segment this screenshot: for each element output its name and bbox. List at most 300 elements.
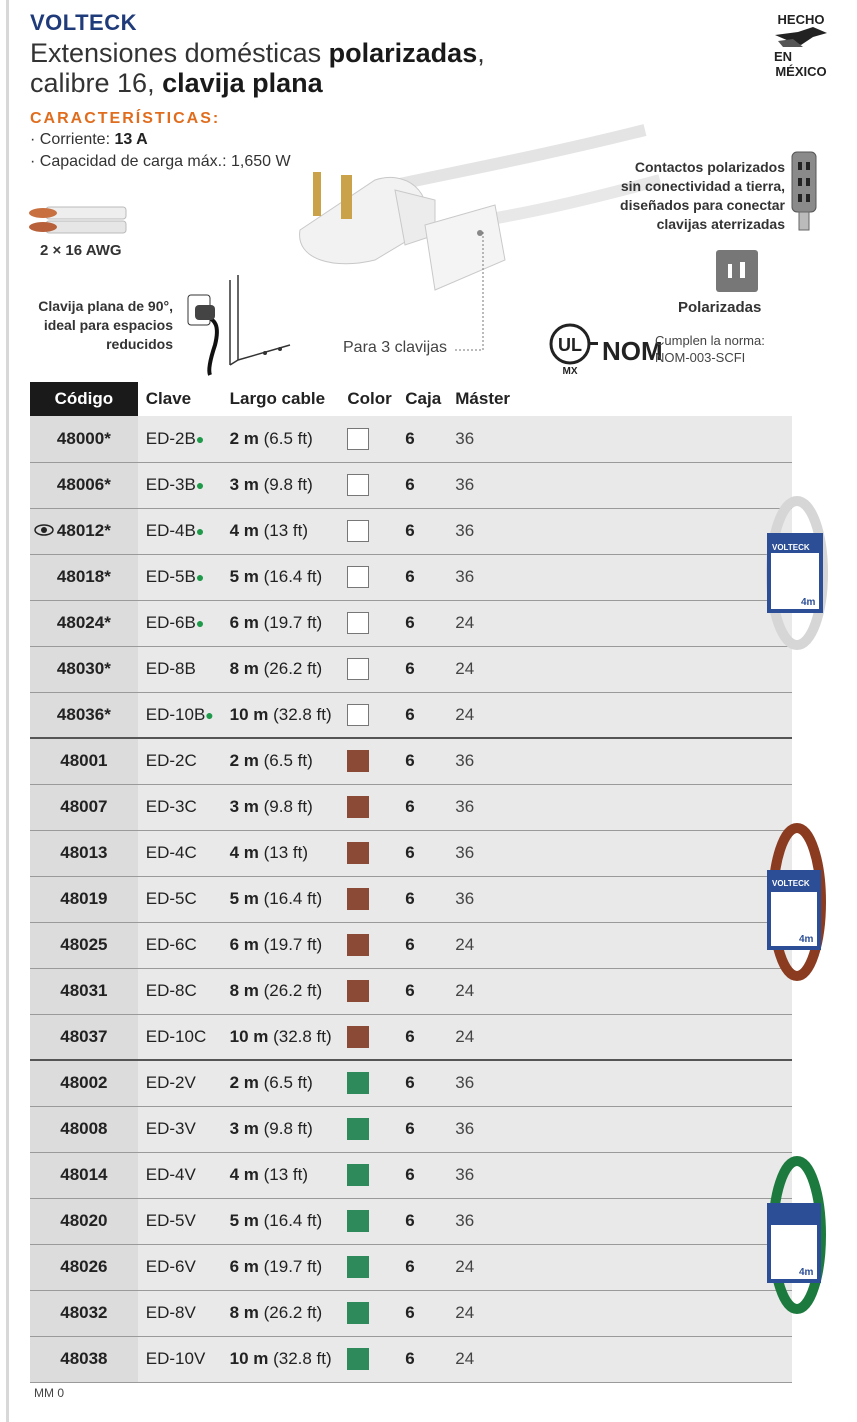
cell-largo (222, 1152, 340, 1198)
cell-largo (222, 830, 340, 876)
color-swatch (347, 428, 369, 450)
code-text: 48006 (56, 475, 105, 494)
cell-largo (222, 1290, 340, 1336)
clavija-plana-note: Clavija plana de 90°, ideal para espacios reducidos (38, 298, 173, 352)
cell-master: 24 (447, 968, 515, 1014)
clave-text: ED-8V (145, 1303, 196, 1322)
length-m: 5 m (229, 567, 259, 586)
cell-master: 36 (447, 1106, 515, 1152)
product-table (30, 382, 792, 1383)
cell-caja: 6 (397, 600, 447, 646)
length-ft: (16.4 ft) (258, 567, 323, 586)
cell-caja: 6 (397, 968, 447, 1014)
cell-largo (222, 508, 340, 554)
cell-clave (138, 1290, 222, 1336)
clave-text: ED-10B (145, 704, 206, 724)
cell-master: 36 (447, 876, 515, 922)
wire-icon (28, 204, 128, 236)
color-swatch (347, 520, 369, 542)
cell-spacer (515, 1198, 792, 1244)
header-caja: Caja (405, 389, 442, 408)
length-ft: (32.8 ft) (268, 1026, 332, 1046)
length-m: 3 m (229, 797, 259, 816)
cell-caja: 6 (397, 876, 447, 922)
header-codigo: Código (30, 382, 138, 416)
cell-color (339, 508, 397, 554)
code-text: 48031 (60, 981, 108, 1000)
cell-caja: 6 (397, 922, 447, 968)
footer-code: MM 0 (34, 1386, 64, 1400)
cell-spacer (515, 600, 792, 646)
length-ft: (32.8 ft) (268, 704, 332, 724)
table-row (30, 1060, 792, 1106)
color-swatch (347, 934, 369, 956)
color-swatch (347, 658, 369, 680)
cell-clave (138, 416, 222, 462)
cell-clave (138, 646, 222, 692)
code-text: 48030 (56, 659, 105, 678)
cell-codigo (30, 646, 138, 692)
length-m: 2 m (229, 1073, 259, 1093)
cell-codigo (30, 830, 138, 876)
cell-codigo (30, 876, 138, 922)
cell-largo (222, 1014, 340, 1060)
brand-logo: VOLTECK (30, 10, 137, 35)
clave-text: ED-2B (145, 428, 196, 448)
table-row (30, 1244, 792, 1290)
cell-clave (138, 1336, 222, 1382)
cell-largo (222, 554, 340, 600)
cell-caja: 6 (397, 1244, 447, 1290)
cell-color (339, 968, 397, 1014)
contactos-note: Contactos polarizados sin conectividad a tierra, diseñados para conectar clavijas aterrizadas (620, 159, 785, 232)
code-text: 48000 (56, 428, 105, 448)
star-mark: * (104, 475, 111, 494)
clave-text: ED-3C (145, 797, 197, 816)
cell-caja: 6 (397, 1014, 447, 1060)
cell-color (339, 646, 397, 692)
green-cord-package-icon (765, 1155, 825, 1315)
table-row (30, 784, 792, 830)
length-m: 2 m (229, 428, 259, 448)
clave-text: ED-8C (145, 981, 197, 1000)
cell-clave (138, 600, 222, 646)
table-row (30, 692, 792, 738)
length-ft: (16.4 ft) (258, 1211, 323, 1230)
cell-largo (222, 738, 340, 784)
length-ft: (32.8 ft) (268, 1349, 332, 1368)
length-ft: (9.8 ft) (258, 475, 313, 494)
length-ft: (26.2 ft) (258, 981, 323, 1000)
color-swatch (347, 1026, 369, 1048)
cell-color (339, 922, 397, 968)
para3-leader-line (452, 228, 492, 353)
color-swatch (347, 1072, 369, 1094)
cell-master: 24 (447, 646, 515, 692)
svg-text:4m: 4m (801, 597, 816, 608)
cell-codigo (30, 1152, 138, 1198)
cell-spacer (515, 1060, 792, 1106)
cell-spacer (515, 876, 792, 922)
code-text: 48019 (60, 889, 108, 908)
length-m: 10 m (229, 1349, 269, 1368)
cell-color (339, 1106, 397, 1152)
page-title-line2: calibre 16, clavija plana (30, 68, 323, 98)
cell-color (339, 876, 397, 922)
cell-master: 36 (447, 554, 515, 600)
svg-text:NOM: NOM (602, 336, 663, 366)
table-row (30, 1014, 792, 1060)
cell-color (339, 1060, 397, 1106)
cell-largo (222, 416, 340, 462)
clave-text: ED-6C (145, 935, 197, 954)
header-largo-cable: Largo cable (229, 389, 326, 408)
spec-current: · Corriente: 13 A (30, 131, 148, 148)
cell-largo (222, 462, 340, 508)
brown-cord-package-icon (765, 822, 825, 982)
color-swatch (347, 474, 369, 496)
color-swatch (347, 1164, 369, 1186)
cell-master: 36 (447, 462, 515, 508)
star-mark: * (104, 428, 111, 448)
svg-text:MX: MX (562, 366, 578, 377)
color-swatch (347, 1118, 369, 1140)
cell-master: 36 (447, 1060, 515, 1106)
cell-caja: 6 (397, 416, 447, 462)
cell-caja: 6 (397, 692, 447, 738)
awg-label: 2 × 16 AWG (40, 242, 122, 259)
length-m: 6 m (229, 613, 259, 632)
cell-clave (138, 922, 222, 968)
length-ft: (19.7 ft) (258, 935, 323, 954)
clave-text: ED-3V (145, 1119, 196, 1138)
color-swatch (347, 612, 369, 634)
ul-nom-certification-icon (548, 322, 663, 377)
clave-text: ED-4C (145, 843, 197, 862)
cell-color (339, 692, 397, 738)
table-row (30, 738, 792, 784)
cell-codigo (30, 1106, 138, 1152)
cell-largo (222, 1060, 340, 1106)
cell-codigo (30, 508, 138, 554)
star-mark: * (104, 659, 111, 678)
length-m: 4 m (229, 843, 259, 862)
color-swatch (347, 566, 369, 588)
cell-codigo (30, 554, 138, 600)
cell-largo (222, 1336, 340, 1382)
table-row (30, 554, 792, 600)
cell-master: 36 (447, 508, 515, 554)
cell-caja: 6 (397, 1336, 447, 1382)
clave-text: ED-6V (145, 1257, 196, 1276)
cell-clave (138, 1014, 222, 1060)
cell-caja: 6 (397, 738, 447, 784)
cell-clave (138, 876, 222, 922)
table-row (30, 1106, 792, 1152)
cell-caja: 6 (397, 646, 447, 692)
length-m: 6 m (229, 1257, 259, 1276)
cell-spacer (515, 646, 792, 692)
green-dot-icon: ● (195, 569, 205, 585)
star-mark: * (104, 704, 111, 724)
clave-text: ED-4V (145, 1165, 196, 1184)
color-swatch (347, 704, 369, 726)
code-text: 48037 (60, 1026, 108, 1046)
white-cord-package-icon (765, 495, 827, 650)
code-text: 48001 (60, 751, 108, 771)
spec-capacity: · Capacidad de carga máx.: 1,650 W (30, 153, 291, 170)
length-m: 4 m (229, 1165, 259, 1184)
cell-color (339, 554, 397, 600)
green-dot-icon: ● (195, 615, 205, 631)
green-dot-icon: ● (205, 706, 214, 723)
cell-spacer (515, 1336, 792, 1382)
code-text: 48020 (60, 1211, 108, 1230)
cell-master: 24 (447, 1290, 515, 1336)
code-text: 48026 (60, 1257, 108, 1276)
cell-spacer (515, 784, 792, 830)
cell-clave (138, 462, 222, 508)
length-m: 3 m (229, 475, 259, 494)
cell-master: 36 (447, 738, 515, 784)
header-clave: Clave (145, 389, 192, 408)
cell-clave (138, 1244, 222, 1290)
table-row (30, 416, 792, 462)
eagle-icon (773, 27, 829, 49)
cell-largo (222, 692, 340, 738)
cell-caja: 6 (397, 1060, 447, 1106)
eye-icon (34, 523, 54, 537)
length-ft: (26.2 ft) (258, 659, 323, 678)
power-strip-icon (789, 150, 819, 232)
header-color: Color (347, 389, 392, 408)
page-title-line1: Extensiones domésticas polarizadas, (30, 38, 485, 68)
cell-caja: 6 (397, 1290, 447, 1336)
green-dot-icon: ● (195, 523, 205, 539)
length-m: 5 m (229, 889, 259, 908)
cell-color (339, 1152, 397, 1198)
svg-text:4m: 4m (799, 934, 814, 945)
length-m: 4 m (229, 521, 259, 540)
clave-text: ED-5V (145, 1211, 196, 1230)
page-border (6, 0, 9, 1422)
cell-codigo (30, 692, 138, 738)
cell-clave (138, 1106, 222, 1152)
cell-codigo (30, 1244, 138, 1290)
cell-codigo (30, 968, 138, 1014)
cell-clave (138, 508, 222, 554)
cell-spacer (515, 1290, 792, 1336)
cell-clave (138, 968, 222, 1014)
cell-master: 24 (447, 692, 515, 738)
cell-caja: 6 (397, 554, 447, 600)
cell-color (339, 416, 397, 462)
length-m: 2 m (229, 751, 259, 771)
clave-text: ED-3B (145, 475, 196, 494)
cell-largo (222, 646, 340, 692)
length-ft: (13 ft) (258, 843, 309, 862)
cell-spacer (515, 738, 792, 784)
cell-color (339, 600, 397, 646)
cell-caja: 6 (397, 462, 447, 508)
length-ft: (19.7 ft) (258, 1257, 323, 1276)
code-text: 48013 (60, 843, 108, 862)
code-text: 48018 (56, 567, 105, 586)
header-master: Máster (455, 389, 511, 408)
length-m: 10 m (229, 1026, 269, 1046)
cell-codigo (30, 1198, 138, 1244)
star-mark: * (104, 567, 111, 586)
norma-note: Cumplen la norma: NOM-003-SCFI (655, 333, 765, 365)
code-text: 48038 (60, 1349, 108, 1368)
cell-codigo (30, 1014, 138, 1060)
length-ft: (16.4 ft) (258, 889, 323, 908)
table-row (30, 1290, 792, 1336)
cell-caja: 6 (397, 1198, 447, 1244)
color-swatch (347, 1302, 369, 1324)
code-text: 48025 (60, 935, 108, 954)
clave-text: ED-6B (145, 613, 196, 632)
cell-color (339, 784, 397, 830)
color-swatch (347, 1348, 369, 1370)
characteristics-heading: CARACTERÍSTICAS: (30, 110, 221, 127)
cell-master: 24 (447, 1244, 515, 1290)
cell-master: 36 (447, 1152, 515, 1198)
cell-master: 24 (447, 922, 515, 968)
length-ft: (9.8 ft) (258, 797, 313, 816)
cell-spacer (515, 554, 792, 600)
cell-codigo (30, 600, 138, 646)
cell-spacer (515, 508, 792, 554)
cell-codigo (30, 922, 138, 968)
clave-text: ED-4B (145, 521, 196, 540)
cell-codigo (30, 1290, 138, 1336)
table-row (30, 646, 792, 692)
length-ft: (13 ft) (258, 521, 309, 540)
cell-master: 36 (447, 784, 515, 830)
color-swatch (347, 1210, 369, 1232)
cell-caja: 6 (397, 1152, 447, 1198)
table-row (30, 1198, 792, 1244)
color-swatch (347, 1256, 369, 1278)
length-ft: (6.5 ft) (258, 751, 313, 771)
length-ft: (9.8 ft) (258, 1119, 313, 1138)
length-m: 6 m (229, 935, 259, 954)
cell-master: 36 (447, 830, 515, 876)
table-row (30, 600, 792, 646)
table-row (30, 1152, 792, 1198)
length-ft: (19.7 ft) (258, 613, 323, 632)
cell-clave (138, 1152, 222, 1198)
cell-largo (222, 1244, 340, 1290)
cell-spacer (515, 416, 792, 462)
color-swatch (347, 888, 369, 910)
color-swatch (347, 796, 369, 818)
cell-largo (222, 600, 340, 646)
svg-text:VOLTECK: VOLTECK (772, 879, 810, 888)
cell-largo (222, 968, 340, 1014)
length-m: 8 m (229, 659, 259, 678)
clave-text: ED-5C (145, 889, 197, 908)
cell-spacer (515, 1106, 792, 1152)
code-text: 48002 (60, 1073, 108, 1093)
table-row (30, 876, 792, 922)
star-mark: * (104, 613, 111, 632)
cell-color (339, 1198, 397, 1244)
table-row (30, 1336, 792, 1382)
hecho-en-mexico-badge: HECHO EN MÉXICO (770, 12, 832, 79)
cell-spacer (515, 1152, 792, 1198)
svg-text:VOLTECK: VOLTECK (772, 543, 810, 552)
color-swatch (347, 980, 369, 1002)
cell-spacer (515, 1244, 792, 1290)
code-text: 48032 (60, 1303, 108, 1322)
color-swatch (347, 750, 369, 772)
length-m: 8 m (229, 981, 259, 1000)
code-text: 48014 (60, 1165, 108, 1184)
cell-codigo (30, 738, 138, 784)
code-text: 48007 (60, 797, 108, 816)
para-3-clavijas-label: Para 3 clavijas (343, 339, 448, 356)
cell-codigo (30, 462, 138, 508)
cell-spacer (515, 830, 792, 876)
cell-caja: 6 (397, 830, 447, 876)
cell-color (339, 738, 397, 784)
cell-codigo (30, 416, 138, 462)
svg-text:UL: UL (558, 335, 582, 355)
cell-clave (138, 692, 222, 738)
cell-largo (222, 922, 340, 968)
cell-master: 24 (447, 1014, 515, 1060)
clave-text: ED-5B (145, 567, 196, 586)
table-header-row (30, 382, 792, 416)
cell-largo (222, 784, 340, 830)
cell-codigo (30, 784, 138, 830)
cell-spacer (515, 968, 792, 1014)
table-row (30, 462, 792, 508)
clave-text: ED-2V (145, 1073, 196, 1093)
length-m: 5 m (229, 1211, 259, 1230)
svg-text:4m: 4m (799, 1267, 814, 1278)
cell-color (339, 1336, 397, 1382)
cell-master: 24 (447, 1336, 515, 1382)
polarizadas-label: Polarizadas (678, 299, 762, 316)
polarized-outlet-icon (716, 250, 758, 292)
cell-color (339, 1244, 397, 1290)
table-body (30, 416, 792, 1382)
cell-codigo (30, 1060, 138, 1106)
cell-clave (138, 1060, 222, 1106)
cell-clave (138, 1198, 222, 1244)
cell-color (339, 1290, 397, 1336)
cell-master: 24 (447, 600, 515, 646)
table-row (30, 922, 792, 968)
cell-clave (138, 784, 222, 830)
table-row (30, 830, 792, 876)
star-mark: * (104, 521, 111, 540)
cell-caja: 6 (397, 784, 447, 830)
length-m: 3 m (229, 1119, 259, 1138)
length-m: 8 m (229, 1303, 259, 1322)
green-dot-icon: ● (195, 430, 205, 447)
length-ft: (13 ft) (258, 1165, 309, 1184)
clave-text: ED-8B (145, 659, 196, 678)
cell-spacer (515, 692, 792, 738)
length-m: 10 m (229, 704, 269, 724)
cell-spacer (515, 922, 792, 968)
cell-largo (222, 1106, 340, 1152)
cell-caja: 6 (397, 1106, 447, 1152)
